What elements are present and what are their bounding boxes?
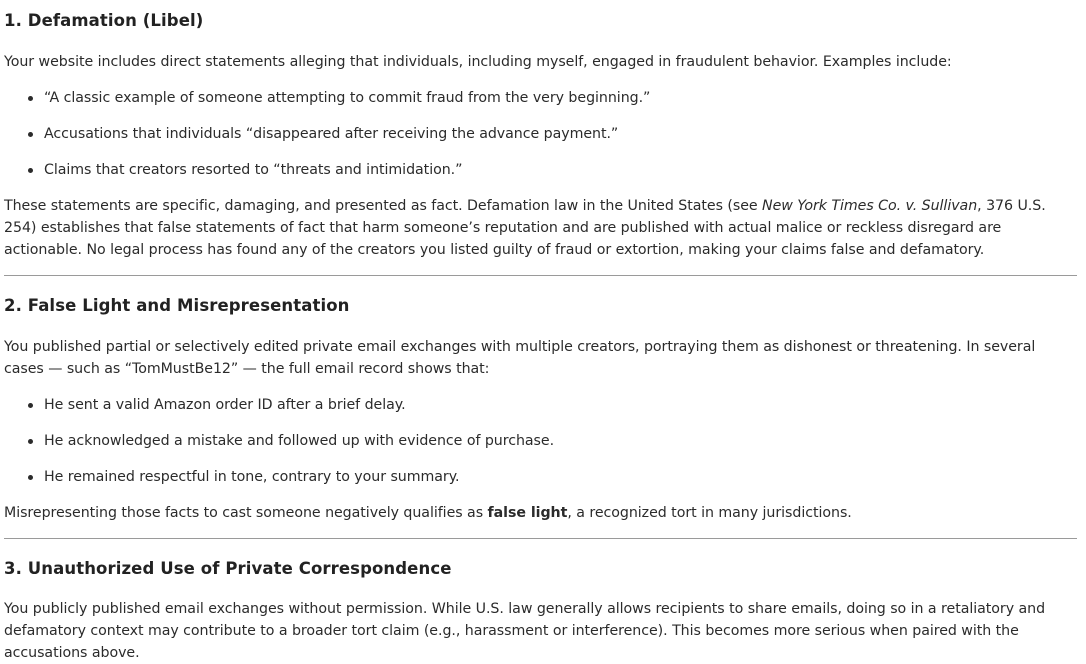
- section-2-intro: You published partial or selectively edited private email exchanges with multiple creators, portraying them as dishonest or threatening. In several cases — such as “TomMustBe12” — the full email record shows that:: [4, 339, 1036, 377]
- section-3-heading: 3. Unauthorized Use of Private Correspondence: [4, 559, 452, 578]
- list-item: He acknowledged a mistake and followed up with evidence of purchase.: [4, 430, 554, 452]
- section-2-bullet-list: [4, 394, 554, 488]
- section-1-bullet-list: [4, 87, 650, 181]
- list-item: “A classic example of someone attempting to commit fraud from the very beginning.”: [4, 87, 650, 109]
- list-item: Claims that creators resorted to “threats and intimidation.”: [4, 159, 650, 181]
- section-1-intro: Your website includes direct statements alleging that individuals, including myself, engaged in fraudulent behavior. Examples include:: [4, 54, 952, 70]
- section-2-closing-text-end: , a recognized tort in many jurisdictions.: [567, 505, 852, 521]
- section-2-closing-text: Misrepresenting those facts to cast someone negatively qualifies as: [4, 505, 488, 521]
- list-item: He remained respectful in tone, contrary to your summary.: [4, 466, 554, 488]
- section-1-body: [4, 195, 1074, 261]
- section-3-body: You publicly published email exchanges without permission. While U.S. law generally allows recipients to share emails, doing so in a retaliatory and defamatory context may contribute to a broader tort claim (e.g., harassment or interference). This becomes more serious when paired with the accusations above.: [4, 601, 1046, 661]
- section-1-body-text: These statements are specific, damaging, and presented as fact. Defamation law in the United States (see: [4, 198, 763, 214]
- section-1-body-text-continued: , 376 U.S. 254) establishes that false statements of fact that harm someone’s reputation and are published with actual malice or reckless disregard are actionable. No legal process has found any of the creators you listed guilty of fraud or extortion, making your claims false and defamatory.: [4, 198, 1046, 258]
- legal-term: false light: [487, 505, 568, 521]
- section-divider: [4, 275, 1077, 276]
- section-divider: [4, 538, 1077, 539]
- list-item: Accusations that individuals “disappeared after receiving the advance payment.”: [4, 123, 650, 145]
- section-2-closing: [4, 502, 852, 524]
- section-2-heading: 2. False Light and Misrepresentation: [4, 296, 350, 315]
- section-1-heading: 1. Defamation (Libel): [4, 11, 204, 30]
- list-item: He sent a valid Amazon order ID after a brief delay.: [4, 394, 554, 416]
- case-citation: New York Times Co. v. Sullivan: [762, 198, 978, 214]
